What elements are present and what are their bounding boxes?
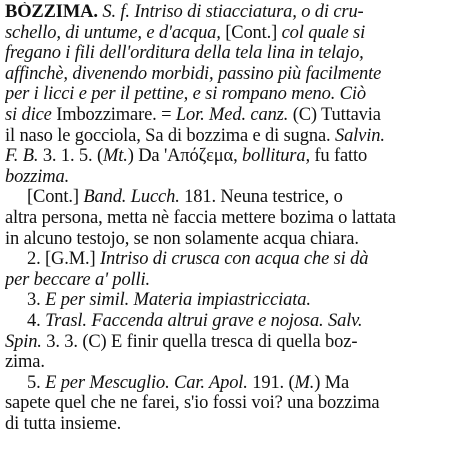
entry-text: (C) Tuttavia <box>288 104 381 125</box>
entry-line <box>5 23 467 44</box>
entry-text: schello, di untume, e d'acqua, <box>5 22 221 43</box>
entry-line <box>5 64 467 85</box>
entry-text: ) Da 'Απόζεμα, <box>127 146 243 167</box>
entry-text: 3. 3. (C) E finir quella tresca di quella boz- <box>41 331 358 352</box>
entry-line <box>5 414 467 435</box>
entry-text: 5. <box>27 372 46 393</box>
entry-text: 4. <box>27 310 46 331</box>
entry-text: 191. ( <box>247 372 295 393</box>
entry-line <box>5 187 467 208</box>
entry-line <box>5 229 467 250</box>
entry-text: fregano i fili dell'orditura della tela lina in telajo, <box>5 43 364 64</box>
entry-line <box>5 352 467 373</box>
entry-line <box>5 373 467 394</box>
entry-line <box>5 393 467 414</box>
entry-text: altra persona, metta nè faccia mettere bozima o lattata <box>5 207 396 228</box>
entry-text: [Cont.] <box>27 187 84 208</box>
entry-text: affinchè, divenendo morbidi, passino più facilmente <box>5 63 382 84</box>
entry-text: bollitura, <box>242 146 310 167</box>
entry-text: zima. <box>5 352 45 373</box>
entry-text: Salvin. <box>334 125 385 146</box>
entry-text: Mt. <box>102 146 128 167</box>
entry-line <box>5 126 467 147</box>
entry-text: S. f. Intriso di stiacciatura, o di cru- <box>102 2 364 22</box>
entry-line <box>5 84 467 105</box>
entry-text: Intriso di crusca con acqua che si dà <box>100 249 369 270</box>
entry-text: Spin. <box>5 331 42 352</box>
entry-line <box>5 332 467 353</box>
entry-text: col quale si <box>281 22 366 43</box>
entry-text: per beccare a' polli. <box>5 269 150 290</box>
entry-line <box>5 249 467 270</box>
entry-text: Imbozzimare. = <box>51 104 176 125</box>
entry-text: [Cont.] <box>220 22 282 43</box>
entry-text: si dice <box>5 104 52 125</box>
entry-line <box>5 311 467 332</box>
entry-text: BÒZZIMA. <box>5 2 98 22</box>
entry-text: il naso le gocciola, Sa di bozzima e di sugna. <box>5 125 335 146</box>
entry-line <box>5 208 467 229</box>
entry-text: bozzima. <box>5 166 70 187</box>
entry-text: 2. [G.M.] <box>27 249 101 270</box>
entry-line <box>5 2 467 23</box>
entry-line <box>5 290 467 311</box>
entry-text: F. B. <box>5 146 39 167</box>
entry-text: 3. <box>27 290 46 311</box>
entry-line <box>5 105 467 126</box>
entry-text: E per simil. Materia impiastricciata. <box>45 290 311 311</box>
entry-line <box>5 270 467 291</box>
entry-text: Lor. Med. canz. <box>175 104 289 125</box>
entry-text: per i licci e per il pettine, e si rompano meno. Ciò <box>5 84 366 105</box>
entry-line <box>5 146 467 167</box>
entry-text: fu fatto <box>309 146 368 167</box>
entry-text: 3. 1. 5. ( <box>38 146 103 167</box>
entry-text: E per Mescuglio. Car. Apol. <box>45 372 248 393</box>
entry-text: sapete quel che ne farei, s'io fossi voi? una bozzima <box>5 393 380 414</box>
entry-text: in alcuno testojo, se non solamente acqua chiara. <box>5 228 359 249</box>
entry-text: di tutta insieme. <box>5 413 122 434</box>
entry-text: Trasl. Faccenda altrui grave e nojosa. Salv. <box>45 310 363 331</box>
entry-text: Band. Lucch. <box>83 187 180 208</box>
entry-text: 181. Neuna testrice, o <box>179 187 343 208</box>
entry-text: ) Ma <box>314 372 350 393</box>
entry-text: M. <box>294 372 315 393</box>
entry-line <box>5 167 467 188</box>
entry-line <box>5 43 467 64</box>
